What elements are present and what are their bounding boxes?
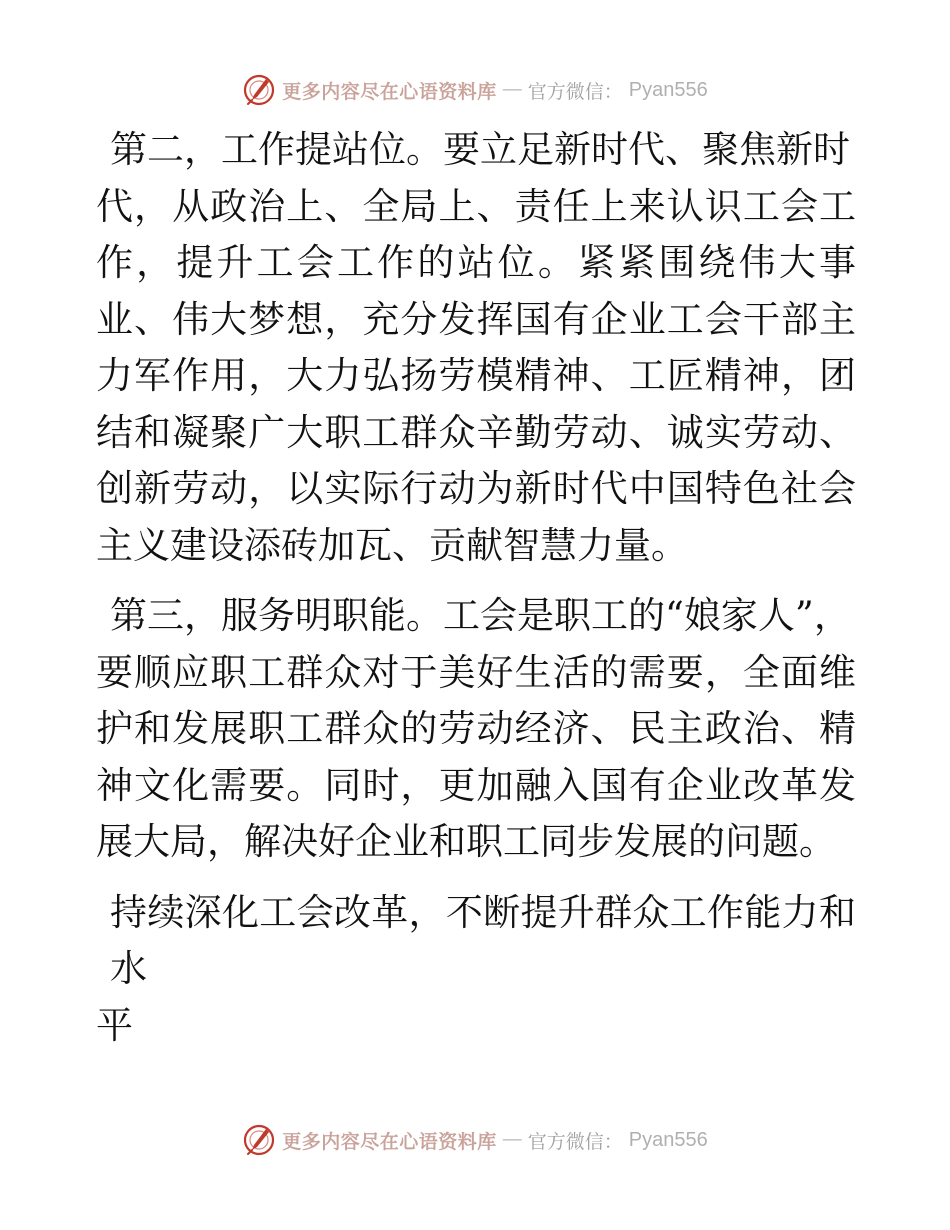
paragraph-3-rest: 平: [96, 1003, 133, 1047]
paragraph-2-first-line: 第三，服务明职能。工会是职工的“娘家人”，: [110, 594, 851, 637]
watermark-separator: —: [502, 79, 522, 100]
paragraph-1-rest: 代，从政治上、全局上、责任上来认识工会工作，提升工会工作的站位。紧紧围绕伟大事业、伟大梦想，充分发挥国有企业工会干部主力军作用，大力弘扬劳模精神、工匠精神，团结和凝聚广大职工群众辛勤劳动、诚实劳动、创新劳动，以实际行动为新时代中国特色社会主义建设添砖加瓦、贡献智慧力量。: [96, 184, 856, 567]
paragraph-2: [96, 588, 856, 871]
header-watermark: [0, 70, 950, 110]
watermark-wechat-id: Pyan556: [628, 1128, 708, 1151]
watermark-site-text: 更多内容尽在心语资料库: [282, 80, 497, 103]
paragraph-2-rest: 要顺应职工群众对于美好生活的需要，全面维护和发展职工群众的劳动经济、民主政治、精神文化需要。同时，更加融入国有企业改革发展大局，解决好企业和职工同步发展的问题。: [96, 650, 856, 863]
pen-nib-logo-icon: [242, 73, 276, 107]
paragraph-3-first-line: 持续深化工会改革，不断提升群众工作能力和水: [110, 890, 856, 990]
pen-nib-logo-icon: [242, 1123, 276, 1157]
paragraph-3: [96, 885, 856, 1055]
document-body: [96, 122, 856, 1068]
footer-watermark: [0, 1120, 950, 1160]
watermark-wechat-id: Pyan556: [628, 78, 708, 101]
watermark-wechat-label: 官方微信：: [527, 80, 623, 103]
paragraph-1: [96, 122, 856, 574]
paragraph-1-first-line: 第二，工作提站位。要立足新时代、聚焦新时: [110, 128, 850, 171]
watermark-wechat-label: 官方微信：: [527, 1130, 623, 1153]
watermark-separator: —: [502, 1129, 522, 1150]
watermark-site-text: 更多内容尽在心语资料库: [282, 1130, 497, 1153]
